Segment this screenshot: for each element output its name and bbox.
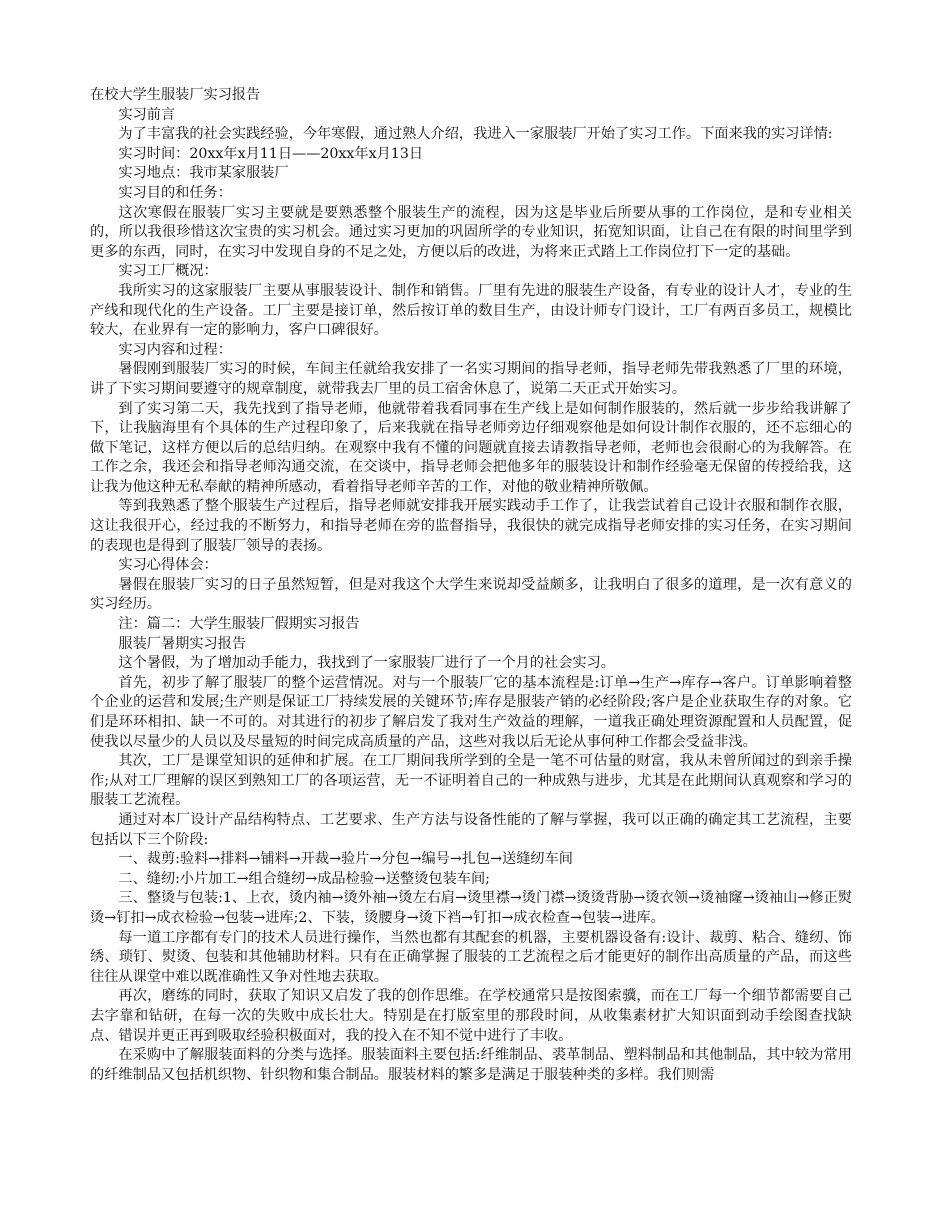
paragraph: 首先，初步了解了服装厂的整个运营情况。对与一个服装厂它的基本流程是:订单→生产→库存→客户。订单影响着整个企业的运营和发展;生产则是保证工厂持续发展的关键环节;库存是服装产销的必经阶段;客户是企业获取生存的对象。它们是环环相扣、缺一不可的。对其进行的初步了解启发了我对生产效益的理解，一道我正确处理资源配置和人员配置，促使我以尽量少的人员以及尽量短的时间完成高质量的产品，这些对我以后无论从事何种工作都会受益非浅。	[90, 674, 852, 750]
document-title: 在校大学生服装厂实习报告	[90, 87, 261, 103]
paragraph: 为了丰富我的社会实践经验，今年寒假，通过熟人介绍，我进入一家服装厂开始了实习工作。下面来我的实习详情:	[118, 126, 833, 143]
paragraph: 二、缝纫:小片加工→组合缝纫→成品检验→送整烫包装车间;	[118, 870, 490, 887]
paragraph: 我所实习的这家服装厂主要从事服装设计、制作和销售。厂里有先进的服装生产设备，有专业的设计人才，专业的生产线和现代化的生产设备。工厂主要是接订单，然后按订单的数目生产，由设计师专门设计，工厂有两百多员工，规模比较大，在业界有一定的影响力，客户口碑很好。	[90, 282, 852, 339]
paragraph: 每一道工序都有专门的技术人员进行操作，当然也都有其配套的机器，主要机器设备有:设计、裁剪、粘合、缝纫、饰绣、琐钉、熨烫、包装和其他辅助材料。只有在正确掌握了服装的工艺流程之后才能更好的制作出高质量的产品，而这些往往从课堂中难以既准确性又争对性地去获取。	[90, 929, 852, 985]
paragraph: 通过对本厂设计产品结构特点、工艺要求、生产方法与设备性能的了解与掌握，我可以正确的确定其工艺流程，主要包括以下三个阶段:	[90, 811, 852, 848]
paragraph: 三、整烫与包装:1、上衣，烫内袖→烫外袖→烫左右肩→烫里襟→烫门襟→烫烫背胁→烫衣领→烫袖窿→烫袖山→修正熨烫→钉扣→成衣检验→包装→进库;2、下装，烫腰身→烫下裆→钉扣→成衣检查→包装→进库。	[90, 890, 852, 926]
paragraph: 一、裁剪:验料→排料→铺料→开裁→验片→分包→编号→扎包→送缝纫车间	[118, 851, 573, 868]
paragraph: 服装厂暑期实习报告	[118, 635, 247, 652]
paragraph: 实习目的和任务：	[118, 184, 232, 201]
paragraph: 实习时间：20xx年x月11日——20xx年x月13日	[118, 145, 424, 162]
paragraph: 在采购中了解服装面料的分类与选择。服装面料主要包括:纤维制品、裘革制品、塑料制品和其他制品，其中较为常用的纤维制品又包括机织物、针织物和集合制品。服装材料的繁多是满足于服装种类的多样。我们则需	[90, 1047, 852, 1083]
paragraph: 等到我熟悉了整个服装生产过程后，指导老师就安排我开展实践动手工作了，让我尝试着自己设计衣服和制作衣服，这让我很开心，经过我的不断努力，和指导老师在旁的监督指导，我很快的就完成指导老师安排的实习任务，在实习期间的表现也是得到了服装厂领导的表扬。	[90, 498, 852, 554]
paragraph: 注：篇二：大学生服装厂假期实习报告	[118, 616, 360, 633]
paragraph: 这个暑假，为了增加动手能力，我找到了一家服装厂进行了一个月的社会实习。	[118, 655, 615, 672]
paragraph: 其次，工厂是课堂知识的延伸和扩展。在工厂期间我所学到的全是一笔不可估量的财富，我从未曾所闻过的到亲手操作;从对工厂理解的误区到熟知工厂的各项运营，无一不证明着自己的一种成熟与进步，尤其是在此期间认真观察和学习的服装工艺流程。	[90, 753, 852, 809]
paragraph: 暑假刚到服装厂实习的时候，车间主任就给我安排了一名实习期间的指导老师，指导老师先带我熟悉了厂里的环境，讲了下实习期间要遵守的规章制度，就带我去厂里的员工宿舍休息了，说第二天正式开始实习。	[90, 361, 852, 397]
document-page	[90, 86, 852, 1085]
paragraph: 实习工厂概况：	[118, 263, 218, 280]
paragraph: 暑假在服装厂实习的日子虽然短暂，但是对我这个大学生来说却受益颇多，让我明白了很多的道理，是一次有意义的实习经历。	[90, 576, 852, 613]
paragraph: 再次，磨练的同时，获取了知识又启发了我的创作思维。在学校通常只是按图索骥，而在工厂每一个细节都需要自己去字靠和钻研，在每一次的失败中成长壮大。特别是在打版室里的那段时间，从收集素材扩大知识面到动手绘图查找缺点、错误并更正再到吸取经验积极面对，我的投入在不知不觉中进行了丰收。	[90, 988, 852, 1044]
paragraph: 实习地点：我市某家服装厂	[118, 165, 289, 182]
paragraph: 到了实习第二天，我先找到了指导老师，他就带着我看同事在生产线上是如何制作服装的，然后就一步步给我讲解了下，让我脑海里有个具体的生产过程印象了，后来我就在指导老师旁边仔细观察他是如何设计制作衣服的，还不忘细心的做下笔记，这样方便以后的总结归纳。在观察中我有不懂的问题就直接去请教指导老师，老师也会很耐心的为我解答。在工作之余，我还会和指导老师沟通交流，在交谈中，指导老师会把他多年的服装设计和制作经验毫无保留的传授给我，这让我为他这种无私奉献的精神所感动，看着指导老师辛苦的工作，对他的敬业精神所敬佩。	[90, 400, 852, 495]
paragraph: 实习心得体会：	[118, 557, 218, 574]
paragraph: 这次寒假在服装厂实习主要就是要熟悉整个服装生产的流程，因为这是毕业后所要从事的工作岗位，是和专业相关的，所以我很珍惜这次宝贵的实习机会。通过实习更加的巩固所学的专业知识，拓宽知识面，让自己在有限的时间里学到更多的东西，同时，在实习中发现自身的不足之处，方便以后的改进，为将来正式踏上工作岗位打下一定的基础。	[90, 204, 852, 260]
paragraph: 实习前言	[118, 106, 176, 123]
paragraph: 实习内容和过程：	[118, 341, 232, 358]
